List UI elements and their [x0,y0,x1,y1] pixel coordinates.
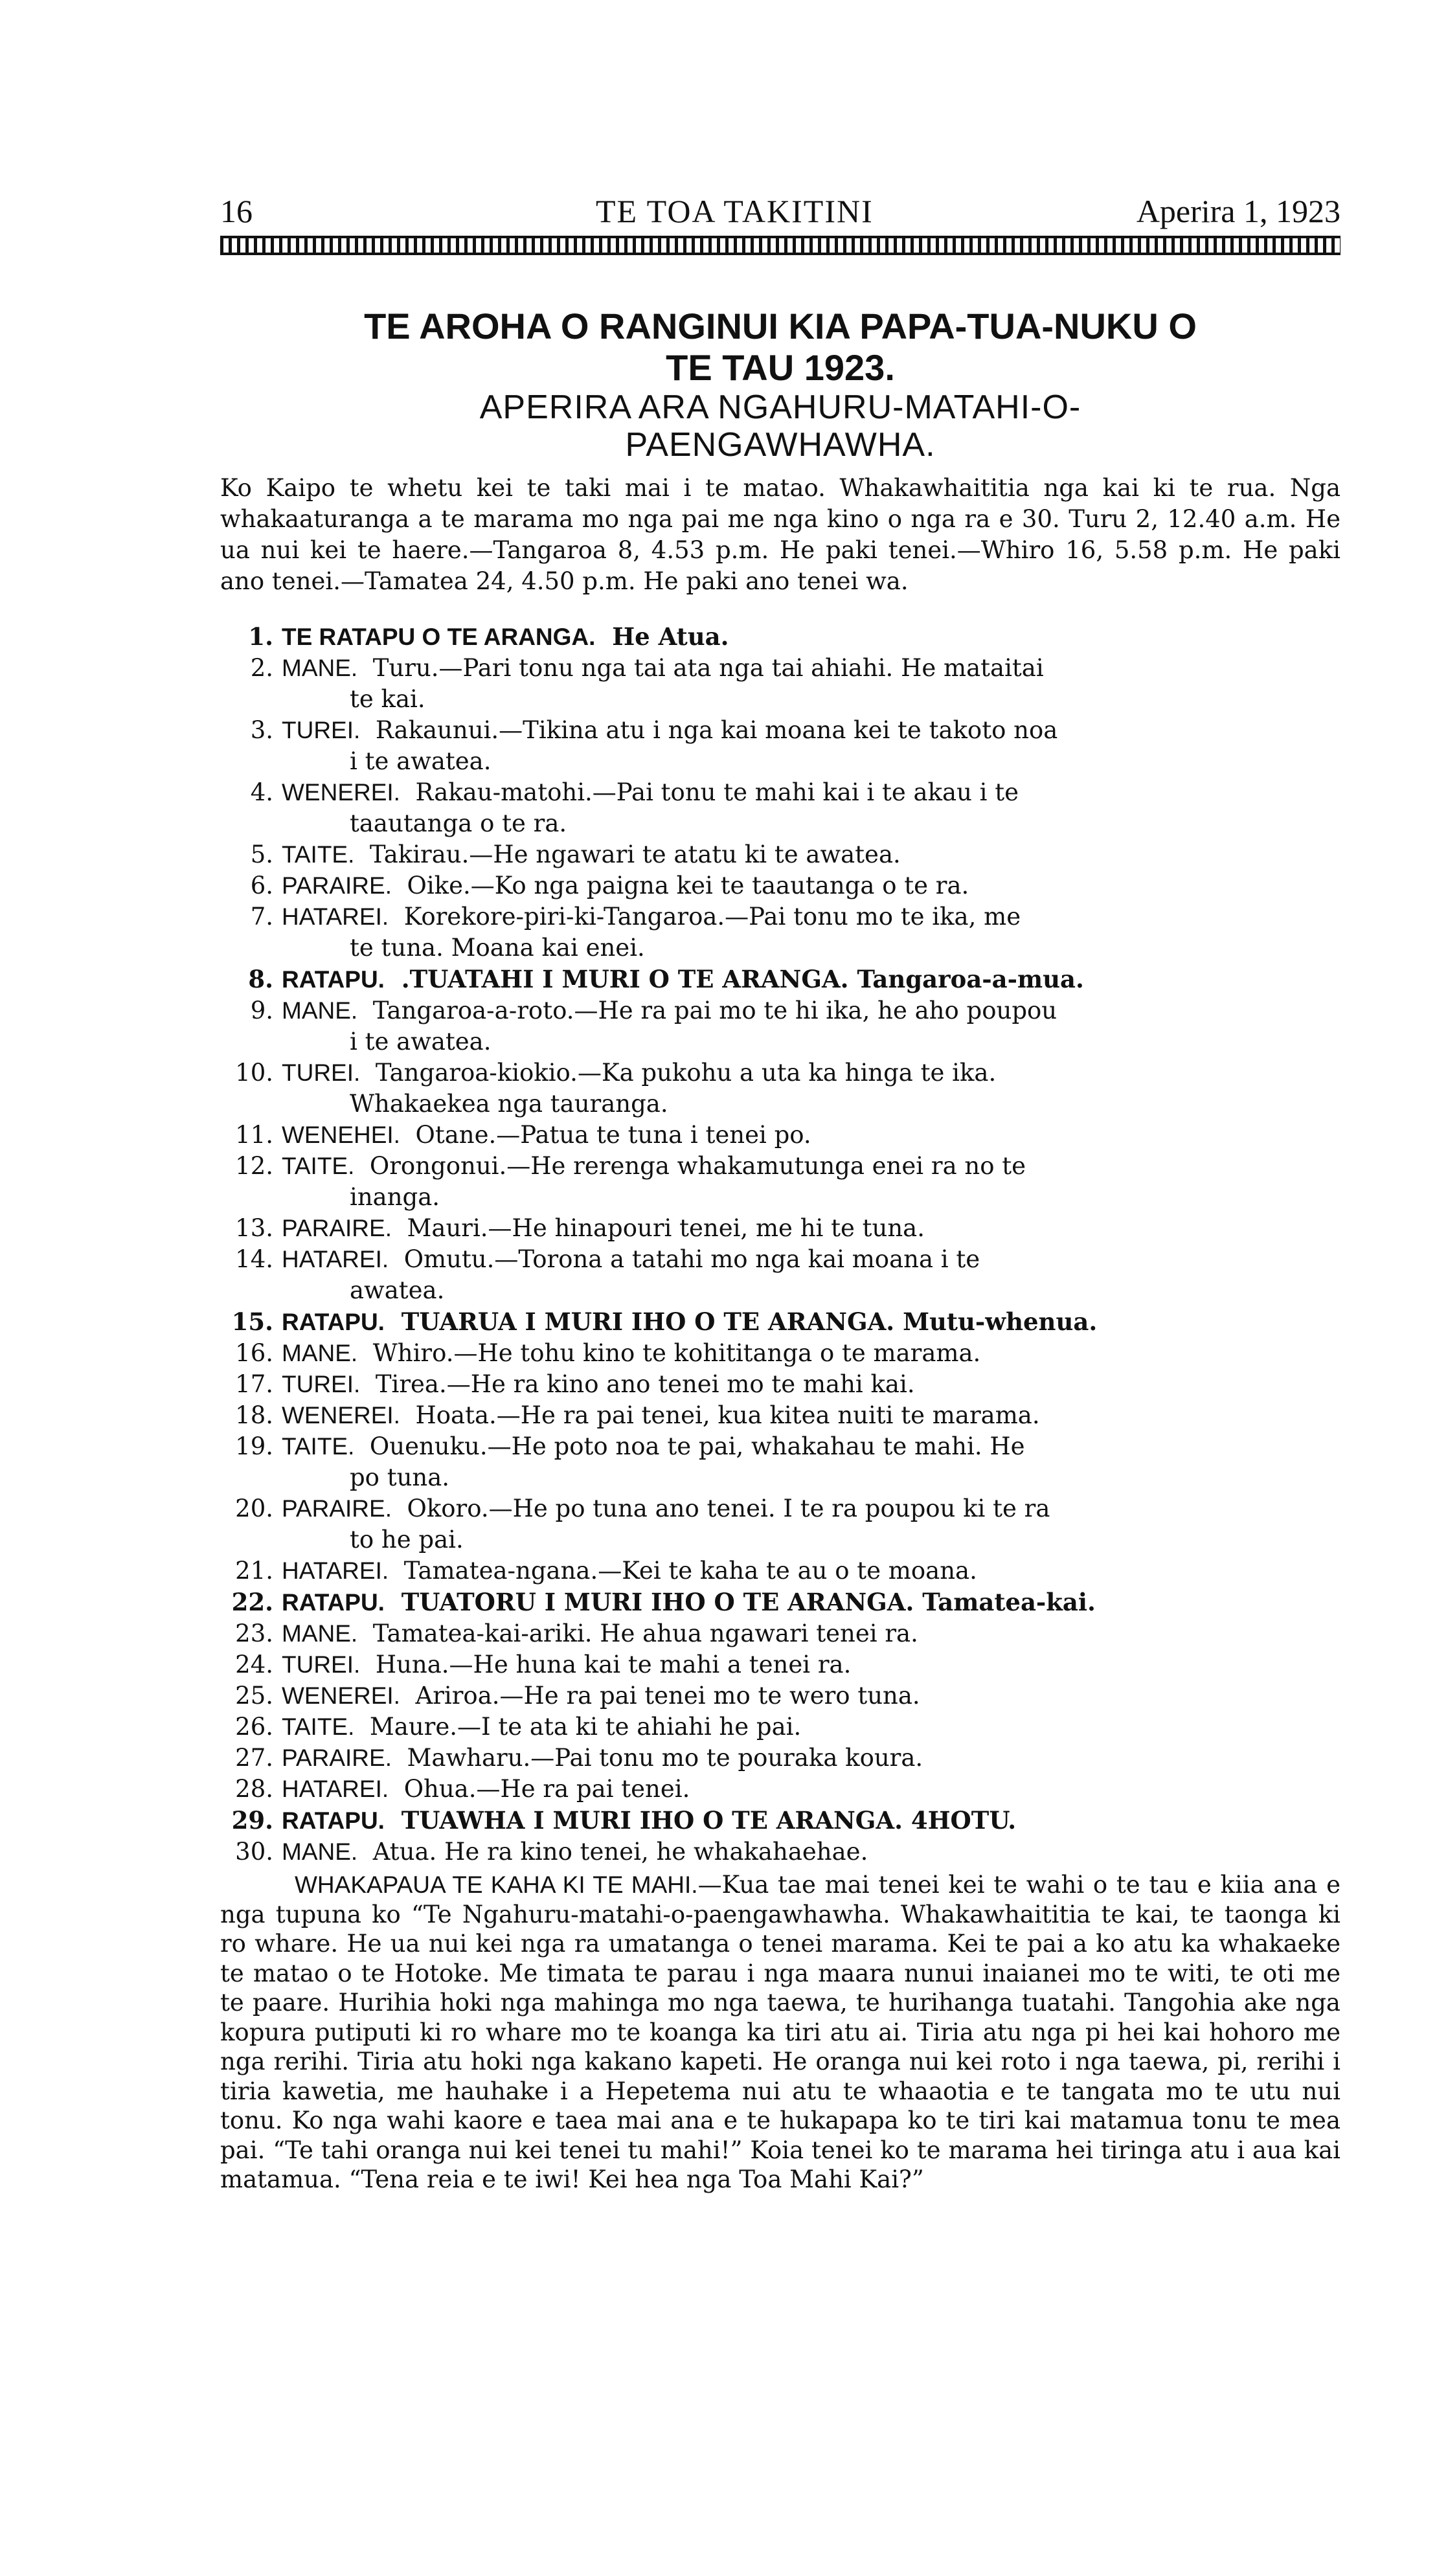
entry-number: 2. [250,654,273,682]
calendar-entry [220,1836,1341,1868]
entry-day: HATAREI. [282,903,389,930]
ornamental-rule [220,236,1341,255]
entry-number: 27. [235,1744,273,1772]
entry-number: 12. [235,1152,273,1180]
entry-text: Rakau-matohi.—Pai tonu te mahi kai i te akau i te [415,778,1019,806]
entry-text: Mawharu.—Pai tonu mo te pouraka koura. [407,1744,923,1772]
entry-text: Tangaroa-kiokio.—Ka pukohu a uta ka hinga te ika. [375,1059,997,1087]
entry-text: TUAWHA I MURI IHO O TE ARANGA. 4HOTU. [401,1806,1017,1835]
entry-number: 14. [235,1245,273,1273]
entry-text: .TUATAHI I MURI O TE ARANGA. Tangaroa-a-mua. [401,965,1084,993]
entry-day: WENEREI. [282,1402,400,1429]
entry-number: 25. [235,1682,273,1710]
entry-day: HATAREI. [282,1557,389,1584]
entry-day: RATAPU. [282,1807,385,1834]
entry-number: 17. [235,1370,273,1398]
calendar-entry [220,1493,1341,1555]
calendar-entry [220,870,1341,901]
calendar-entry [220,715,1341,777]
entry-number: 26. [235,1713,273,1741]
entry-day: TUREI. [282,717,361,743]
entry-day: WENEREI. [282,1682,400,1709]
entry-continuation: awatea. [350,1276,445,1304]
entry-day: WENEHEI. [282,1122,400,1148]
closing-heading: WHAKAPAUA TE KAHA KI TE MAHI. [295,1871,698,1898]
entry-day: MANE. [282,997,358,1024]
entry-day: MANE. [282,1340,358,1366]
calendar-entry [220,1712,1341,1743]
entry-number: 23. [235,1620,273,1647]
entry-day: PARAIRE. [282,1215,392,1241]
calendar-entry [220,777,1341,839]
calendar-entry [220,1151,1341,1213]
entry-text: Turu.—Pari tonu nga tai ata nga tai ahiahi. He mataitai [372,654,1044,682]
closing-paragraph [220,1870,1341,2195]
calendar-entry [220,1587,1341,1618]
entry-text: Tamatea-ngana.—Kei te kaha te au o te moana. [403,1557,977,1585]
entry-text: Rakaunui.—Tikina atu i nga kai moana kei te takoto noa [375,716,1058,744]
calendar-entry [220,1774,1341,1805]
entry-continuation: to he pai. [350,1526,464,1554]
article-title-line-2: TE TAU 1923. [666,347,895,388]
entry-number: 4. [250,778,273,806]
entry-number: 29. [231,1806,273,1835]
entry-number: 6. [250,872,273,899]
calendar-entry [220,1743,1341,1774]
entry-continuation: inanga. [350,1183,440,1211]
calendar-entry [220,1431,1341,1493]
entry-text: Okoro.—He po tuna ano tenei. I te ra poupou ki te ra [407,1495,1050,1522]
calendar-entry [220,1338,1341,1369]
entry-day: HATAREI. [282,1776,389,1802]
entry-number: 3. [250,716,273,744]
calendar-entry [220,1120,1341,1151]
entry-day: TUREI. [282,1371,361,1397]
entry-number: 13. [235,1214,273,1242]
calendar-entry [220,1618,1341,1649]
entry-number: 28. [235,1775,273,1803]
calendar-entry [220,1555,1341,1587]
entry-continuation: i te awatea. [350,747,492,775]
entry-text: TUARUA I MURI IHO O TE ARANGA. Mutu-whenua. [401,1307,1098,1336]
entry-day: TE RATAPU O TE ARANGA. [282,624,596,650]
entry-text: Omutu.—Torona a tatahi mo nga kai moana i te [403,1245,980,1273]
calendar-entry [220,995,1341,1057]
calendar-entry [220,901,1341,964]
calendar-entry [220,653,1341,715]
entry-day: TAITE. [282,1153,355,1179]
entry-day: WENEREI. [282,779,400,806]
entry-day: TUREI. [282,1651,361,1678]
entry-number: 1. [248,622,273,651]
calendar-entry [220,1213,1341,1244]
entry-text: Oike.—Ko nga paigna kei te taautanga o te ra. [407,872,969,899]
entry-text: Maure.—I te ata ki te ahiahi he pai. [369,1713,802,1741]
calendar-entry [220,1306,1341,1338]
entry-number: 9. [250,997,273,1024]
entry-text: Tirea.—He ra kino ano tenei mo te mahi kai. [375,1370,915,1398]
entry-text: Orongonui.—He rerenga whakamutunga enei ra no te [369,1152,1026,1180]
entry-day: RATAPU. [282,966,385,993]
entry-number: 10. [235,1059,273,1087]
article-subtitle [220,389,1341,464]
entry-text: Ariroa.—He ra pai tenei mo te wero tuna. [415,1682,920,1710]
entry-text: Korekore-piri-ki-Tangaroa.—Pai tonu mo te ika, me [403,903,1021,931]
article-subtitle-line-1: APERIRA ARA NGAHURU-MATAHI-O- [479,389,1081,426]
entry-day: HATAREI. [282,1246,389,1272]
entry-day: MANE. [282,655,358,681]
entry-day: TAITE. [282,1433,355,1460]
article-subtitle-line-2: PAENGAWHAWHA. [625,426,936,464]
entry-text: Atua. He ra kino tenei, he whakahaehae. [372,1838,868,1866]
article-title [220,306,1341,389]
entry-number: 30. [235,1838,273,1866]
entry-day: RATAPU. [282,1589,385,1616]
calendar-entry [220,1649,1341,1680]
intro-paragraph: Ko Kaipo te whetu kei te taki mai i te matao. Whakawhaititia nga kai ki te rua. Nga whakaaturanga a te marama mo nga pai me nga kino o nga ra e 30. Turu 2, 12.40 a.m. He ua nui kei te haere.—Tangaroa 8, 4.53 p.m. He paki tenei.—Whiro 16, 5.58 p.m. He paki ano tenei.—Tamatea 24, 4.50 p.m. He paki ano tenei wa. [220,474,1341,595]
entry-number: 11. [235,1121,273,1149]
entry-day: PARAIRE. [282,1745,392,1771]
entry-text: He Atua. [612,622,729,651]
entry-text: Ouenuku.—He poto noa te pai, whakahau te mahi. He [369,1432,1025,1460]
entry-text: Tangaroa-a-roto.—He ra pai mo te hi ika, he aho poupou [372,997,1058,1024]
entry-text: Tamatea-kai-ariki. He ahua ngawari tenei ra. [372,1620,918,1647]
entry-continuation: i te awatea. [350,1028,492,1056]
calendar-entry [220,1244,1341,1306]
entry-continuation: taautanga o te ra. [350,809,567,837]
entry-number: 7. [250,903,273,931]
entry-day: TAITE. [282,841,355,868]
calendar-entry [220,1057,1341,1120]
entry-number: 22. [231,1588,273,1616]
calendar-entry [220,1680,1341,1712]
entry-continuation: te kai. [350,685,425,713]
calendar-entry [220,621,1341,653]
entry-day: MANE. [282,1838,358,1865]
entry-number: 15. [231,1307,273,1336]
entry-text: Takirau.—He ngawari te atatu ki te awatea. [369,841,901,868]
entry-number: 24. [235,1651,273,1678]
calendar-entry [220,1805,1341,1836]
entry-text: Huna.—He huna kai te mahi a tenei ra. [375,1651,852,1678]
entry-day: PARAIRE. [282,1495,392,1522]
entry-text: TUATORU I MURI IHO O TE ARANGA. Tamatea-kai. [401,1588,1096,1616]
entry-day: TAITE. [282,1713,355,1740]
entry-number: 19. [235,1432,273,1460]
entry-text: Ohua.—He ra pai tenei. [403,1775,690,1803]
issue-date: Aperira 1, 1923 [1136,193,1341,229]
entry-text: Otane.—Patua te tuna i tenei po. [415,1121,811,1149]
closing-text: —Kua tae mai tenei kei te wahi o te tau e kiia ana e nga tupuna ko “Te Ngahuru-matahi-o-paengawhawha. Whakawhaititia te kai, te taonga ki ro whare. He ua nui kei nga ra umatanga o tenei marama. Kei te pai a ko atu ka whakaeke te matao o te Hotoke. Me timata te parau i nga maara nunui inaianei mo te witi, te oti me te paare. Hurihia hoki nga mahinga mo nga taewa, te hurihanga tuatahi. Tangohia ake nga kopura putiputi ki ro whare mo te koanga ka tiri atu ai. Tiria atu nga pi hei kai hohoro me nga rerihi. Tiria atu hoki nga kakano kapeti. He oranga nui kei roto i nga taewa, pi, rerihi i tiria kawetia, me hauhake i a Hepetema nui atu te whaaotia e te tangata mo te utu nui tonu. Ko nga wahi kaore e taea mai ana e te hukapapa ko te tiri kai matamua tonu te mea pai. “Te tahi oranga nui kei tenei tu mahi!” Koia tenei ko te marama hei tiringa atu i aua kai matamua. “Tena reia e te iwi! Kei hea nga Toa Mahi Kai?” [220,1871,1341,2193]
entry-day: RATAPU. [282,1309,385,1335]
entry-text: Mauri.—He hinapouri tenei, me hi te tuna. [407,1214,925,1242]
entry-number: 21. [235,1557,273,1585]
calendar-entry [220,1400,1341,1431]
entry-continuation: te tuna. Moana kai enei. [350,934,645,962]
running-head [220,188,1341,234]
entry-day: MANE. [282,1620,358,1647]
calendar-entries [220,621,1341,1868]
calendar-entry [220,1369,1341,1400]
entry-day: TUREI. [282,1059,361,1086]
entry-number: 8. [248,965,273,993]
entry-continuation: Whakaekea nga tauranga. [350,1090,668,1118]
entry-text: Whiro.—He tohu kino te kohititanga o te marama. [372,1339,981,1367]
article-title-line-1: TE AROHA O RANGINUI KIA PAPA-TUA-NUKU O [364,306,1197,346]
entry-text: Hoata.—He ra pai tenei, kua kitea nuiti te marama. [415,1401,1040,1429]
entry-number: 16. [235,1339,273,1367]
calendar-entry [220,839,1341,870]
entry-day: PARAIRE. [282,872,392,899]
calendar-entry [220,964,1341,995]
entry-number: 18. [235,1401,273,1429]
publication-title: TE TOA TAKITINI [596,193,874,229]
entry-number: 5. [250,841,273,868]
page [220,188,1341,2219]
entry-number: 20. [235,1495,273,1522]
page-number: 16 [220,193,253,229]
entry-continuation: po tuna. [350,1463,450,1491]
